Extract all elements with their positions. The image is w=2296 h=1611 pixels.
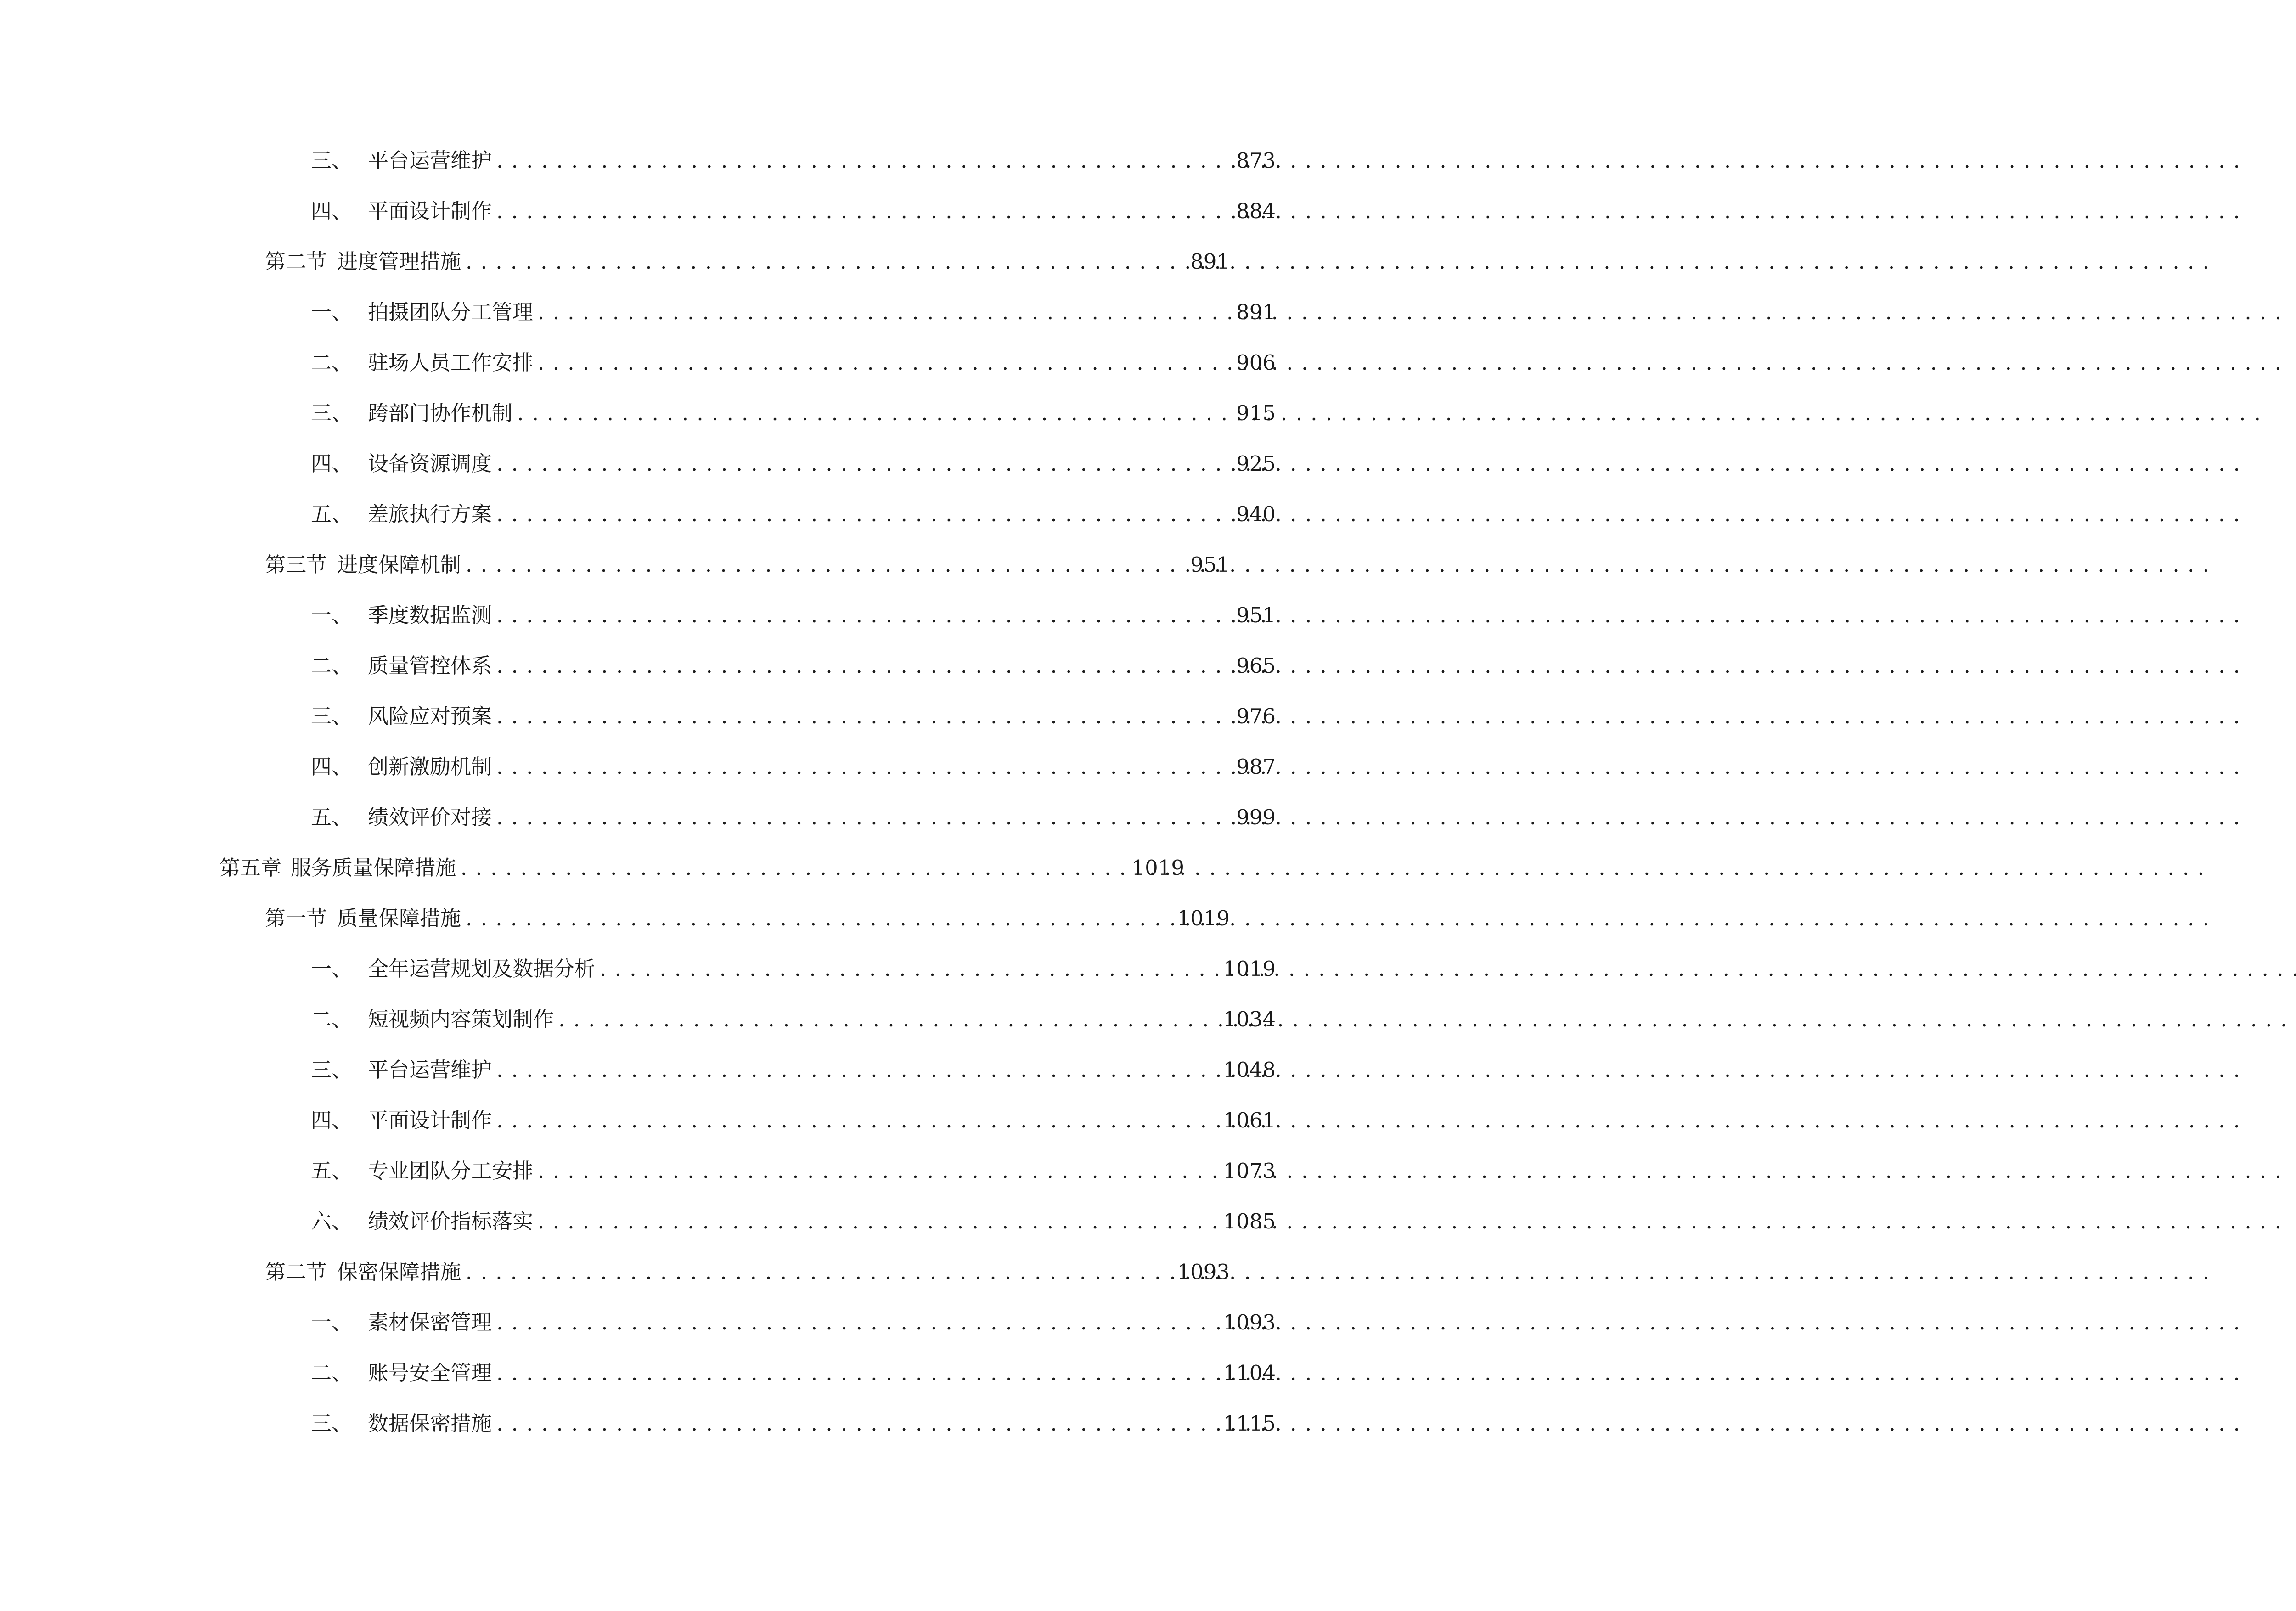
toc-entry-title: 平台运营维护 — [368, 1058, 492, 1082]
toc-entry[interactable] — [0, 395, 1450, 432]
toc-entry-number: 三、 — [311, 148, 353, 173]
toc-entry-title: 驻场人员工作安排 — [368, 350, 534, 375]
toc-entry-title: 拍摄团队分工管理 — [368, 300, 534, 324]
toc-entry[interactable] — [0, 1001, 1450, 1038]
toc-entry-number: 二、 — [311, 653, 353, 678]
toc-entry-number: 二、 — [311, 1007, 353, 1031]
toc-entry[interactable] — [0, 648, 1450, 684]
dot-leader — [538, 294, 1230, 331]
toc-entry-title: 平台运营维护 — [368, 148, 492, 173]
dot-leader — [461, 850, 1125, 886]
dot-leader — [466, 900, 1171, 937]
toc-entry[interactable] — [0, 1355, 1450, 1391]
toc-entry-page: 951 — [1236, 603, 1276, 627]
dot-leader — [496, 648, 1230, 684]
dot-leader — [496, 445, 1230, 482]
dot-leader — [538, 1203, 1216, 1240]
dot-leader — [496, 496, 1230, 533]
toc-entry[interactable] — [0, 193, 1450, 230]
toc-entry[interactable] — [0, 1203, 1450, 1240]
toc-entry[interactable] — [0, 1052, 1450, 1088]
toc-entry-page: 1115 — [1223, 1411, 1276, 1436]
toc-entry[interactable] — [0, 445, 1450, 482]
dot-leader — [496, 1052, 1216, 1088]
toc-entry-page: 999 — [1236, 805, 1276, 829]
toc-entry-title: 全年运营规划及数据分析 — [368, 957, 596, 981]
toc-entry-page: 1061 — [1223, 1108, 1276, 1132]
toc-entry-number: 四、 — [311, 451, 353, 476]
dot-leader — [496, 1102, 1216, 1139]
toc-entry-page: 951 — [1190, 552, 1230, 577]
toc-entry[interactable] — [0, 749, 1450, 785]
dot-leader — [538, 1153, 1216, 1189]
toc-entry-title: 专业团队分工安排 — [368, 1159, 534, 1183]
toc-entry-title: 差旅执行方案 — [368, 502, 492, 526]
dot-leader — [496, 1405, 1216, 1442]
dot-leader — [496, 193, 1230, 230]
toc-entry-page: 1073 — [1223, 1159, 1276, 1183]
toc-entry-page: 965 — [1236, 653, 1276, 678]
toc-entry-number: 五、 — [311, 502, 353, 526]
toc-entry-title: 进度管理措施 — [337, 249, 461, 274]
toc-entry-page: 1019 — [1177, 906, 1230, 930]
toc-entry-title: 数据保密措施 — [368, 1411, 492, 1436]
toc-entry[interactable] — [0, 1254, 1404, 1290]
toc-entry-page: 915 — [1236, 401, 1276, 425]
toc-entry-number: 第二节 — [265, 1260, 327, 1284]
toc-entry[interactable] — [0, 597, 1450, 634]
toc-entry-page: 1019 — [1131, 856, 1184, 880]
toc-entry-number: 一、 — [311, 1310, 353, 1335]
toc-entry-page: 1048 — [1223, 1058, 1276, 1082]
dot-leader — [496, 749, 1230, 785]
dot-leader — [466, 546, 1184, 583]
toc-entry-page: 1104 — [1223, 1361, 1276, 1385]
toc-entry[interactable] — [0, 1304, 1450, 1341]
toc-entry-page: 1034 — [1223, 1007, 1276, 1031]
toc-entry-title: 季度数据监测 — [368, 603, 492, 627]
toc-entry-page: 873 — [1236, 148, 1276, 173]
dot-leader — [538, 344, 1230, 381]
toc-entry-title: 风险应对预案 — [368, 704, 492, 728]
toc-entry-title: 服务质量保障措施 — [291, 856, 456, 880]
dot-leader — [517, 395, 1230, 432]
toc-entry-number: 一、 — [311, 300, 353, 324]
toc-entry-title: 设备资源调度 — [368, 451, 492, 476]
toc-entry-number: 三、 — [311, 1058, 353, 1082]
toc-entry[interactable] — [0, 951, 1450, 987]
toc-entry[interactable] — [0, 698, 1450, 735]
toc-entry[interactable] — [0, 850, 1359, 886]
dot-leader — [496, 597, 1230, 634]
dot-leader — [496, 142, 1230, 179]
toc-entry[interactable] — [0, 344, 1450, 381]
toc-entry[interactable] — [0, 1405, 1450, 1442]
toc-entry-number: 四、 — [311, 1108, 353, 1132]
toc-entry-page: 1019 — [1223, 957, 1276, 981]
dot-leader — [466, 243, 1184, 280]
toc-entry-page: 976 — [1236, 704, 1276, 728]
toc-entry-title: 进度保障机制 — [337, 552, 461, 577]
toc-entry-title: 创新激励机制 — [368, 755, 492, 779]
toc-entry[interactable] — [0, 1153, 1450, 1189]
toc-entry[interactable] — [0, 799, 1450, 836]
toc-entry[interactable] — [0, 496, 1450, 533]
toc-entry[interactable] — [0, 1102, 1450, 1139]
toc-entry[interactable] — [0, 243, 1404, 280]
toc-entry-title: 绩效评价对接 — [368, 805, 492, 829]
toc-entry-page: 940 — [1236, 502, 1276, 526]
toc-entry-page: 987 — [1236, 755, 1276, 779]
toc-entry-title: 平面设计制作 — [368, 199, 492, 223]
toc-entry-number: 三、 — [311, 401, 353, 425]
toc-entry-number: 三、 — [311, 704, 353, 728]
toc-entry-number: 四、 — [311, 199, 353, 223]
dot-leader — [496, 799, 1230, 836]
toc-entry-title: 跨部门协作机制 — [368, 401, 513, 425]
toc-entry-number: 一、 — [311, 603, 353, 627]
dot-leader — [496, 1355, 1216, 1391]
toc-entry[interactable] — [0, 546, 1404, 583]
toc-entry-page: 925 — [1236, 451, 1276, 476]
toc-entry-number: 三、 — [311, 1411, 353, 1436]
dot-leader — [496, 698, 1230, 735]
toc-entry-number: 第二节 — [265, 249, 327, 274]
toc-entry-title: 保密保障措施 — [337, 1260, 461, 1284]
toc-entry-number: 五、 — [311, 1159, 353, 1183]
toc-entry[interactable] — [0, 142, 1450, 179]
toc-entry-number: 二、 — [311, 1361, 353, 1385]
toc-entry-number: 一、 — [311, 957, 353, 981]
toc-entry-page: 1085 — [1223, 1209, 1276, 1234]
toc-entry[interactable] — [0, 294, 1450, 331]
toc-entry-title: 质量保障措施 — [337, 906, 461, 930]
toc-entry-page: 884 — [1236, 199, 1276, 223]
toc-entry-number: 第三节 — [265, 552, 327, 577]
toc-entry-title: 素材保密管理 — [368, 1310, 492, 1335]
toc-entry-title: 短视频内容策划制作 — [368, 1007, 554, 1031]
toc-entry-title: 质量管控体系 — [368, 653, 492, 678]
toc-entry-title: 账号安全管理 — [368, 1361, 492, 1385]
toc-entry-number: 二、 — [311, 350, 353, 375]
toc-entry-page: 891 — [1236, 300, 1276, 324]
toc-entry-page: 906 — [1236, 350, 1276, 375]
toc-entry-number: 四、 — [311, 755, 353, 779]
dot-leader — [558, 1001, 1216, 1038]
toc-entry[interactable] — [0, 900, 1404, 937]
toc-entry-page: 1093 — [1223, 1310, 1276, 1335]
toc-entry-title: 绩效评价指标落实 — [368, 1209, 534, 1234]
toc-entry-title: 平面设计制作 — [368, 1108, 492, 1132]
toc-entry-number: 第五章 — [219, 856, 282, 880]
toc-entry-number: 六、 — [311, 1209, 353, 1234]
toc-entry-number: 五、 — [311, 805, 353, 829]
dot-leader — [600, 951, 1216, 987]
dot-leader — [466, 1254, 1171, 1290]
toc-entry-page: 1093 — [1177, 1260, 1230, 1284]
dot-leader — [496, 1304, 1216, 1341]
toc-entry-number: 第一节 — [265, 906, 327, 930]
toc-entry-page: 891 — [1190, 249, 1230, 274]
